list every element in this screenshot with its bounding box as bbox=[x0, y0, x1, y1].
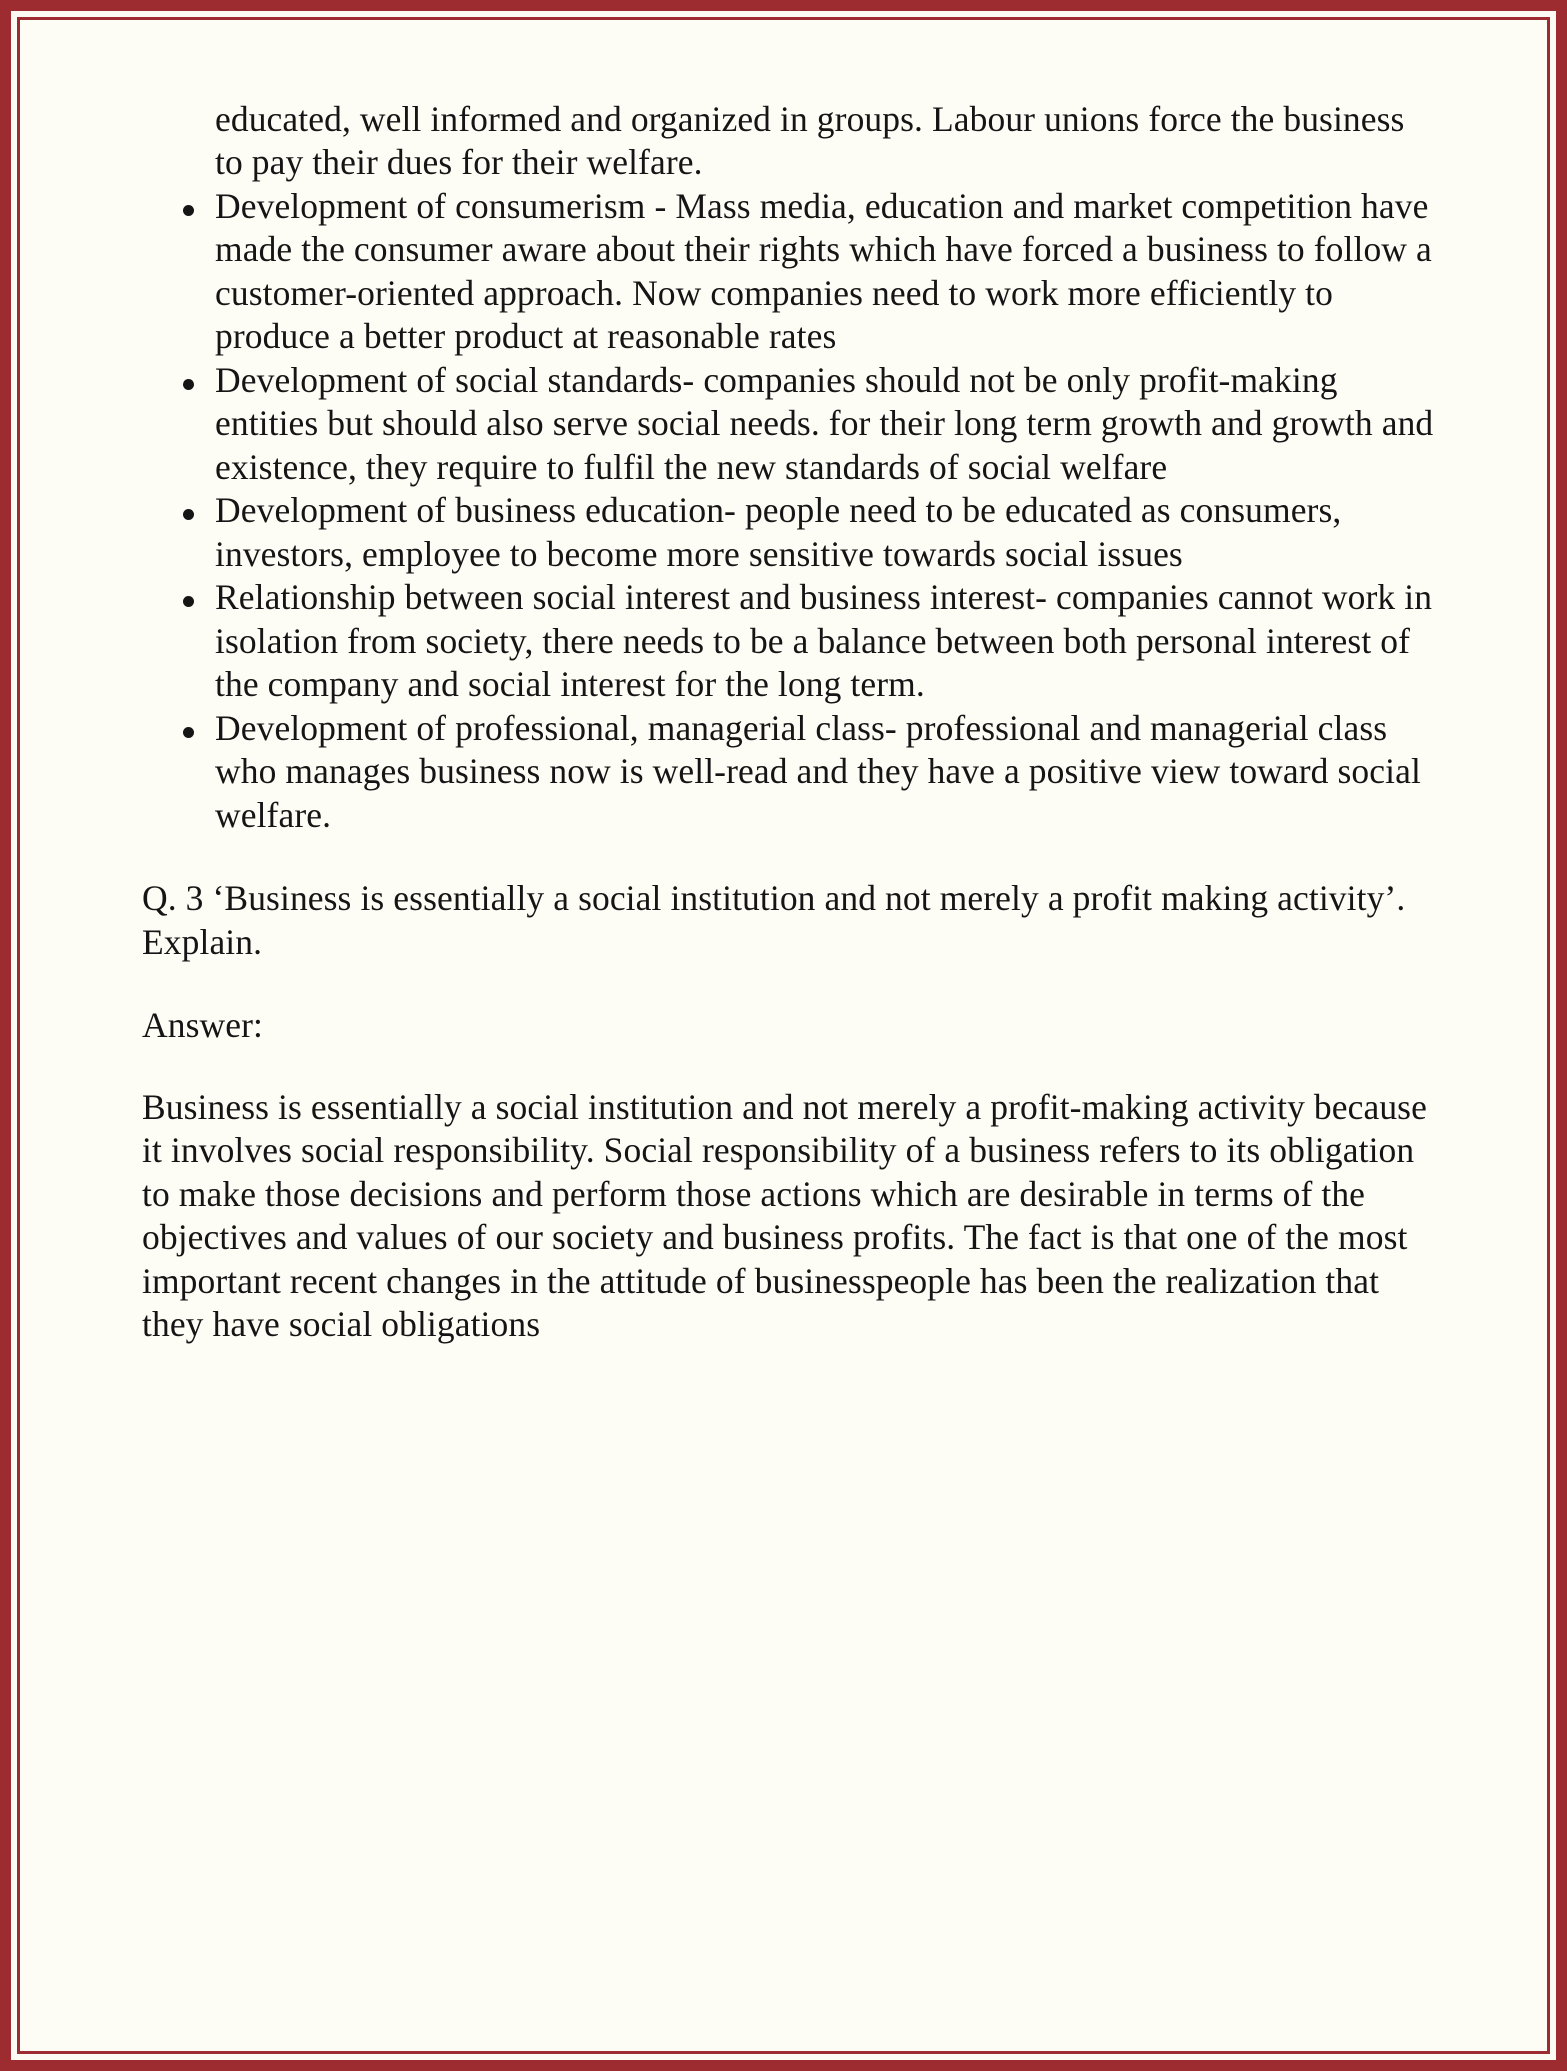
answer-label: Answer: bbox=[142, 1005, 263, 1046]
list-item-text: Development of professional, managerial class- professional and managerial class who manages business now is well-read and they have a positive view toward social welfare. bbox=[215, 707, 1421, 835]
answer-body-text: Business is essentially a social institution and not merely a profit-making activity because it involves social responsibility. Social responsibility of a business refers to its obligation to make those decisions and perform those actions which are desirable in terms of the objectives and values of our society and business profits. The fact is that one of the most important recent changes in the attitude of businesspeople has been the realization that they have social obligations bbox=[142, 1086, 1427, 1345]
list-item bbox=[142, 359, 1441, 489]
spacer bbox=[142, 837, 1441, 877]
continued-paragraph-item bbox=[142, 98, 1441, 185]
list-item-text: Development of consumerism - Mass media, education and market competition have made the consumer aware about their rights which have forced a business to follow a customer-oriented approach. Now companies need to work more efficiently to produce a better product at reasonable rates bbox=[215, 185, 1432, 357]
list-item-text: Relationship between social interest and business interest- companies cannot work in isolation from society, there needs to be a balance between both personal interest of the company and social interest for the long term. bbox=[215, 577, 1433, 705]
bullet-list bbox=[142, 98, 1441, 837]
page-border-inner bbox=[17, 17, 1550, 2054]
spacer bbox=[142, 1048, 1441, 1086]
bullet-dot-icon bbox=[183, 727, 194, 738]
question-text: Q. 3 ‘Business is essentially a social institution and not merely a profit making activity’. Explain. bbox=[142, 878, 1406, 962]
list-item bbox=[142, 576, 1441, 706]
continued-paragraph-text: educated, well informed and organized in groups. Labour unions force the business to pay their dues for their welfare. bbox=[215, 99, 1405, 183]
list-item bbox=[142, 185, 1441, 359]
bullet-dot-icon bbox=[183, 509, 194, 520]
list-item-text: Development of social standards- companies should not be only profit-making entities but should also serve social needs. for their long term growth and growth and existence, they require to fulfil the new standards of social welfare bbox=[215, 359, 1434, 487]
list-item bbox=[142, 489, 1441, 576]
bullet-dot-icon bbox=[183, 596, 194, 607]
bullet-dot-icon bbox=[183, 205, 194, 216]
bullet-dot-icon bbox=[183, 379, 194, 390]
document-page bbox=[20, 20, 1547, 2051]
document-body bbox=[142, 98, 1441, 1347]
list-item bbox=[142, 707, 1441, 837]
spacer bbox=[142, 964, 1441, 1004]
list-item-text: Development of business education- people need to be educated as consumers, investors, employee to become more sensitive towards social issues bbox=[215, 490, 1342, 574]
